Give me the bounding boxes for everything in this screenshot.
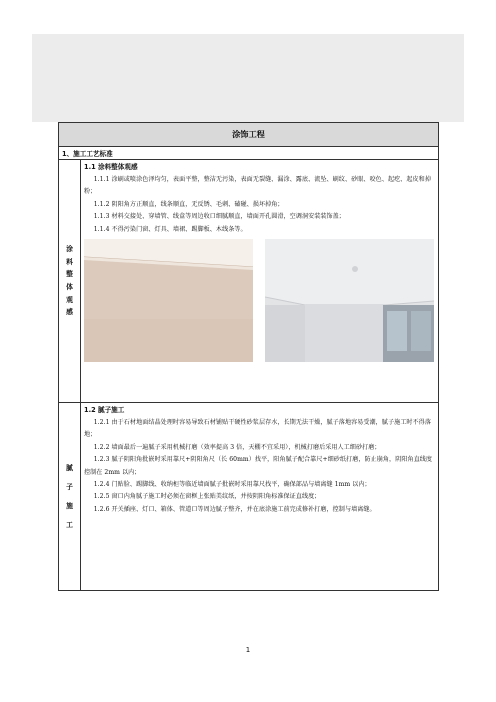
item-1-2-4: 1.2.4 门贴脸、踢脚线、收纳柜等临近墙面腻子批嵌时采用靠尺找平，确保部品与墙离缝 1mm 以内； bbox=[93, 481, 371, 489]
side-label-coating bbox=[59, 160, 81, 403]
header-band bbox=[32, 34, 464, 122]
side-char: 观 bbox=[66, 295, 73, 304]
item-1-1-3: 1.1.3 材料交接处、穿墙管、线盒等周边收口细腻顺直，墙面开孔圆滑，空调洞安装装饰盖； bbox=[93, 213, 345, 221]
item-1-1-1: 1.1.1 涂刷或喷涂色泽均匀，表面平整，整洁无污染，表面无裂缝、漏涂、露底、流坠、刷纹、砂眼、咬色、起疙、起皮和掉粉； bbox=[84, 176, 431, 196]
wall-ceiling-corner-photo bbox=[84, 239, 253, 362]
section-heading: 1、施工工艺标准 bbox=[59, 147, 439, 160]
side-label-putty bbox=[59, 403, 81, 591]
subtitle-1-2: 1.2 腻子施工 bbox=[84, 406, 125, 414]
side-char: 涂 bbox=[66, 245, 73, 254]
item-1-2-6: 1.2.6 开关插座、灯口、箱体、管道口等周边腻子整齐，并在底涂施工前完成修补打磨，控制与墙离缝。 bbox=[93, 505, 376, 513]
side-char: 整 bbox=[66, 270, 73, 279]
item-1-1-2: 1.1.2 阴阳角方正顺直，线条顺直，无反锈、毛刺、磕碰、损坏掉角； bbox=[93, 200, 284, 208]
side-char: 工 bbox=[66, 520, 73, 529]
item-1-1-4: 1.1.4 不得污染门窗、灯具、墙裙、踢脚板、木线条等。 bbox=[93, 225, 247, 233]
subtitle-1-1: 1.1 涂料整体观感 bbox=[84, 163, 138, 171]
side-char: 料 bbox=[66, 257, 73, 266]
side-char: 体 bbox=[66, 283, 73, 291]
coating-content bbox=[81, 160, 439, 403]
side-char: 感 bbox=[66, 308, 73, 317]
side-char: 施 bbox=[66, 501, 73, 510]
photo-row bbox=[84, 236, 434, 364]
putty-content bbox=[81, 403, 439, 591]
item-1-2-3: 1.2.3 腻子阴阳角批嵌时采用靠尺+阴阳角尺（长 60mm）找平，阳角腻子配合靠尺+细砂纸打磨，防止崩角，阴阳角直线度控制在 2mm 以内； bbox=[84, 456, 433, 476]
item-1-2-5: 1.2.5 窗口内角腻子施工时必须在窗框上张贴美纹纸，并按阴阳角标准保证直线度； bbox=[93, 493, 321, 501]
table-title: 涂饰工程 bbox=[59, 123, 439, 147]
item-1-2-1: 1.2.1 由于石材地面结晶处理时容易导致石材铺贴干硬性砂浆层存水，长期无法干燥，腻子落地容易受潮，腻子施工时不得落地； bbox=[84, 419, 431, 439]
side-char: 子 bbox=[66, 482, 73, 491]
side-char: 腻 bbox=[66, 463, 73, 472]
page-number: 1 bbox=[245, 646, 251, 654]
item-1-2-2: 1.2.2 墙面最后一遍腻子采用机械打磨（效率提高 3 倍，天棚不宜采用），机械打磨后采用人工细砂打磨； bbox=[93, 443, 381, 451]
room-ceiling-photo bbox=[265, 239, 434, 362]
construction-standard-table bbox=[58, 122, 439, 591]
